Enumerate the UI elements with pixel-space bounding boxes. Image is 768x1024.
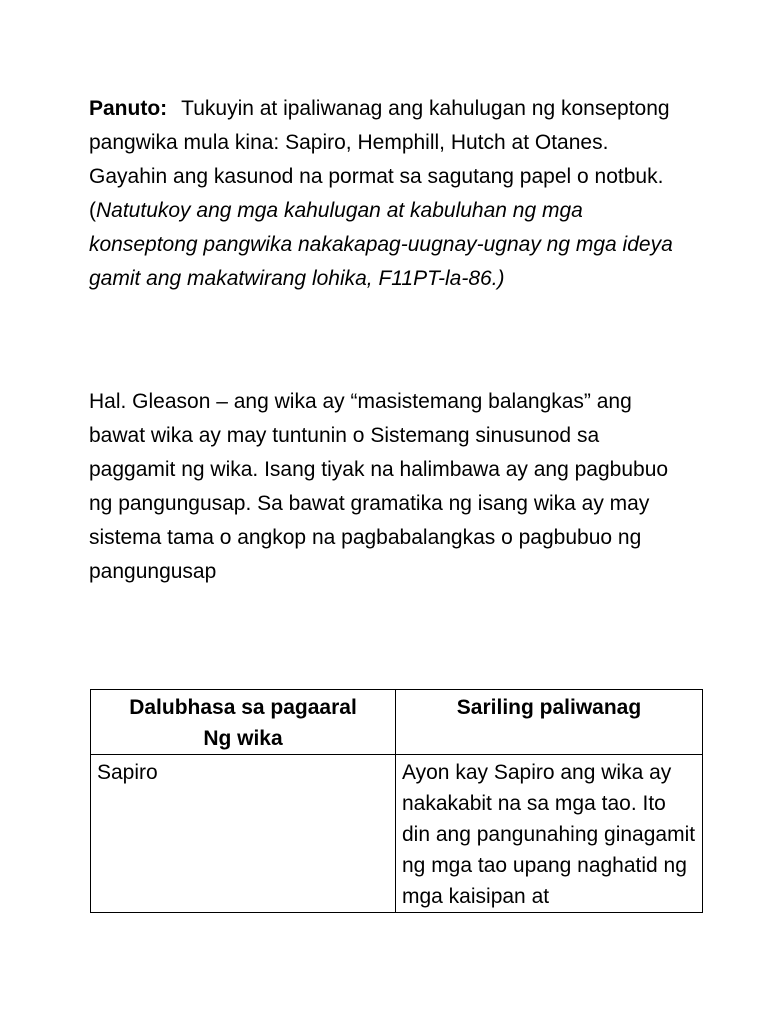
cell-expert: Sapiro [91,755,396,913]
header-expert-line2: Ng wika [203,727,283,750]
cell-explanation: Ayon kay Sapiro ang wika ay nakakabit na sa mga tao. Ito din ang pangunahing ginagamit ng mga tao upang naghatid ng mga kaisipan at [396,755,703,913]
instructions-label: Panuto: [89,97,168,120]
instructions-italic-text: Natutukoy ang mga kahulugan at kabuluhan ng mga konseptong pangwika nakakapag-uugnay-ugnay ng mga ideya gamit ang makatwirang lohika, F11PT-la-86.) [89,199,673,290]
example-paragraph: Hal. Gleason – ang wika ay “masistemang balangkas” ang bawat wika ay may tuntunin o Sistemang sinusunod sa paggamit ng wika. Isang tiyak na halimbawa ay ang pagbubuo ng pangungusap. Sa bawat gramatika ng isang wika ay may sistema tama o angkop na pagbabalangkas o pagbubuo ng pangungusap [89,390,669,583]
table-row [91,755,703,913]
header-expert [91,690,396,755]
header-expert-line1: Dalubhasa sa pagaaral [129,696,357,719]
instructions-paragraph [89,92,689,296]
instructions-text: Tukuyin at ipaliwanag ang kahulugan ng konseptong pangwika mula kina: Sapiro, Hemphill, Hutch at Otanes. Gayahin ang kasunod na pormat sa sagutang papel o notbuk. ( [89,97,670,222]
header-explanation: Sariling paliwanag [396,690,703,755]
table-header-row [91,690,703,755]
answer-table [90,689,703,913]
